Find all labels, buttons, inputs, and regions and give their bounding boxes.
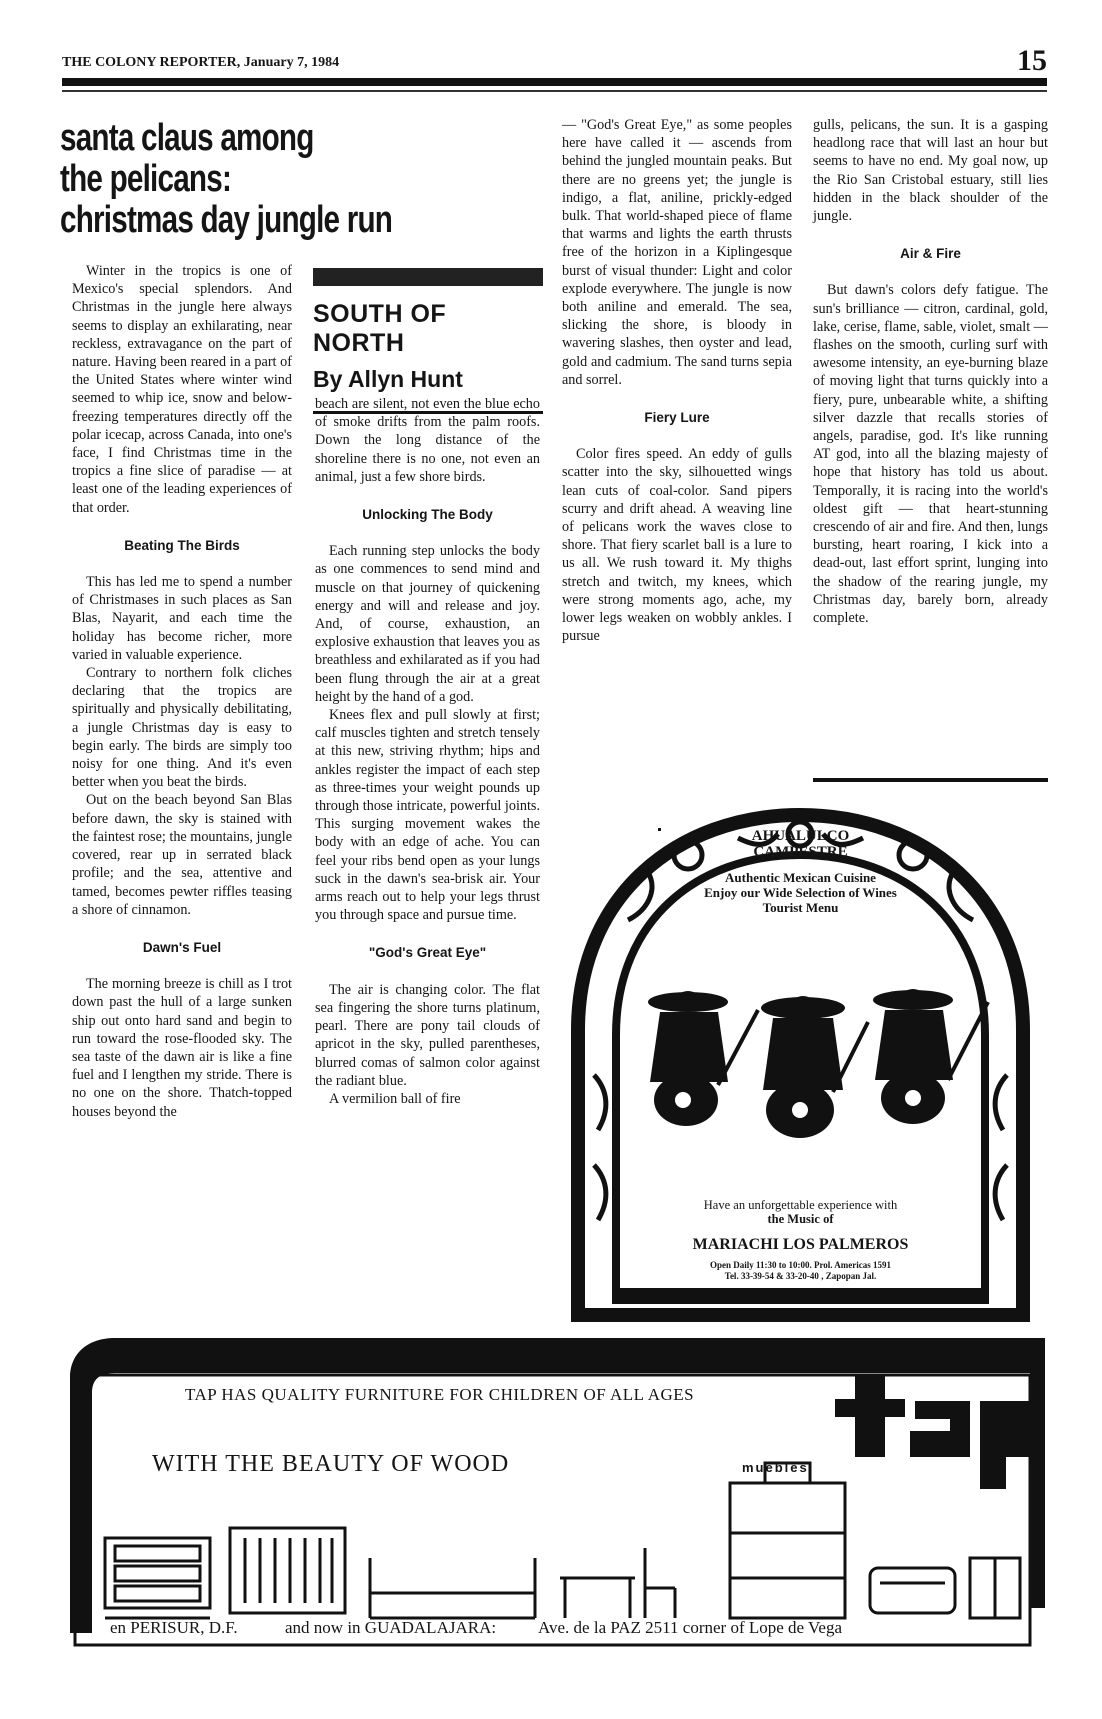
article-end-rule (813, 778, 1048, 782)
masthead-title: THE COLONY REPORTER, January 7, 1984 (62, 55, 340, 70)
byline: By Allyn Hunt (313, 366, 463, 392)
paragraph: Color fires speed. An eddy of gulls scatter into the sky, silhouetted wings lean cuts of coal-color. Sand pipers scurry and drift ahead. A weaving line of pelicans work the waves close to shore. That fiery scarlet ball is a lure to us all. We rush toward it. My thighs stretch and twitch, my knees, which were strong moments ago, ache, my lower legs weaken on wobbly ankles. I pursue (562, 446, 792, 645)
article-headline (60, 118, 455, 241)
article-column-2 (315, 395, 540, 1108)
restaurant-ad (568, 800, 1033, 1325)
tap-logo (762, 1415, 763, 1416)
restaurant-name-2: CAMPESTRE (753, 844, 848, 860)
location-address: Ave. de la PAZ 2511 corner of Lope de Vega (538, 1618, 843, 1637)
ad-line-menu: Tourist Menu (762, 900, 839, 915)
tap-logo-subtitle: muebles (742, 1460, 809, 1475)
masthead-rule-thin (62, 90, 1047, 92)
paragraph: But dawn's colors defy fatigue. The sun's brilliance — citron, cardinal, gold, lake, cerise, flame, sable, violet, smalt — flashes on the smooth, curling surf with awesome intensity, an eye-burning blaze of moving light that turns quickly into a fiery, pure, unbearable white, a shifting silver dazzle that recalls stories of angels, paradise, god. It's like running AT god, into all the blazing majesty of hope that history has told us about. Temporally, it is racing into the world's oldest gift — that heart-stunning crescendo of air and fire. And then, lungs bursting, heart roaring, I kick into a dead-out, last effort sprint, lunging into the shadow of the rearing jungle, my Christmas day, barely born, already complete. (813, 282, 1048, 627)
subheading: "God's Great Eye" (368, 945, 487, 961)
article-column-4 (813, 116, 1048, 627)
furniture-ad-frame (70, 1333, 1050, 1658)
article-column-3 (562, 116, 792, 645)
ad-hours: Open Daily 11:30 to 10:00. (709, 1260, 812, 1270)
subheading: Fiery Lure (644, 410, 710, 426)
headline-line-2: the pelicans: (60, 158, 232, 200)
paragraph: The air is changing color. The flat sea fingering the shore turns platinum, pearl. There are pony tail clouds of apricot in the sky, pulled parentheses, blurred comas of salmon color against the radiant blue. (315, 981, 540, 1089)
subheading: Unlocking The Body (362, 507, 493, 523)
paragraph: Out on the beach beyond San Blas before dawn, the sky is stained with the faintest rose; the mountains, jungle covered, rear up in serrated black profile; and the sea, attentive and tamed, becomes pewter riffles teasing a shore of cinnamon. (72, 792, 292, 918)
furniture-tagline-2: WITH THE BEAUTY OF WOOD (152, 1451, 510, 1477)
paragraph: Each running step unlocks the body as one commences to send mind and muscle on that journey of quickening energy and will and release and joy. And, of course, exhaustion, an explosive exhaustion that leaves you as breathless and exhilarated as if you had been flung through the air at a great height by the hand of a god. (315, 543, 540, 705)
byline-bar (313, 268, 543, 286)
subheading: Dawn's Fuel (142, 939, 222, 955)
ad-line-wines: Enjoy our Wide Selection of Wines (704, 885, 897, 900)
location-perisur: en PERISUR, D.F. (110, 1618, 238, 1637)
ad-city: , Zapopan Jal. (821, 1271, 877, 1281)
paragraph: Winter in the tropics is one of Mexico's special splendors. And Christmas in the jungle here always seems to display an exhilarating, near reckless, extravagance on the part of nature. Having been reared in a part of the United States where winter wind seemed to whip ice, snow and below-freezing temperatures directly off the polar icecap, across Canada, into one's face, I find Christmas time in the tropics a fine slice of paradise — at least one of the leading experiences of that order. (72, 263, 292, 516)
headline-line-1: santa claus among (60, 117, 314, 159)
paragraph: Contrary to northern folk cliches declaring that the tropics are spiritually and physically debilitating, a jungle Christmas day is easy to begin early. The birds are simply too noisy for one thing. And it's even better when you beat the birds. (72, 665, 292, 791)
ad-address: Prol. Americas 1591 (813, 1260, 892, 1270)
article-column-1 (72, 262, 292, 1121)
paragraph: beach are silent, not even the blue echo of smoke drifts from the palm roofs. Down the long distance of the shoreline there is no one, not even an animal, just a few shore birds. (315, 396, 540, 485)
ad-phones: Tel. 33-39-54 & 33-20-40 (724, 1271, 819, 1281)
paragraph: gulls, pelicans, the sun. It is a gasping headlong race that will last an hour but seems to have no end. My goal now, up the Rio San Cristobal estuary, still lies hidden in the black shoulder of the jungle. (813, 117, 1048, 225)
restaurant-name-1: AHUALULCO (751, 828, 850, 844)
column-title: SOUTH OF NORTH (313, 300, 447, 357)
paragraph: — "God's Great Eye," as some peoples here have called it — ascends from behind the jungled mountain peaks. But there are no greens yet; the jungle is indigo, a flat, aniline, prickly-edged bulk. That world-shaped piece of flame that warms and lights the earth thrusts free of the horizon in a Kiplingesque burst of visual thunder: Light and color explode everywhere. The jungle is now both aniline and emerald. The sea, slicking the shore, is bloody in wavering slashes, then oyster and lead, gold and cadmium. The sand turns sepia and sorrel. (562, 117, 792, 388)
location-guadalajara: and now in GUADALAJARA: (285, 1618, 497, 1637)
paragraph: A vermilion ball of fire (329, 1090, 461, 1107)
paragraph: This has led me to spend a number of Christmases in such places as San Blas, Nayarit, and each time the holiday has become richer, more varied in valuable experience. (72, 574, 292, 663)
headline-line-3: christmas day jungle run (60, 199, 393, 241)
paragraph: Knees flex and pull slowly at first; calf muscles tighten and stretch tensely at this new, striving rhythm; hips and ankles register the impact of each step as three-times your weight pounds up through those intricate, powerful joints. This surging movement wakes the body with an edge of ache. You can feel your ribs bend open as your lungs suck in the dawn's sea-brisk air. Your arms reach out to help your legs thrust you through space and pursue time. (315, 707, 540, 924)
page-number: 15 (1017, 44, 1047, 77)
furniture-ad (70, 1333, 1050, 1658)
furniture-tagline-1: TAP HAS QUALITY FURNITURE FOR CHILDREN OF ALL AGES (185, 1385, 695, 1404)
paragraph: The morning breeze is chill as I trot down past the hull of a large sunken ship out onto hard sand and begin to run toward the rose-flooded sky. The sea taste of the dawn air is like a fine fuel and I lengthen my stride. There is no one on the shore. Thatch-topped houses beyond the (72, 976, 292, 1120)
ad-line-music: the Music of (767, 1212, 834, 1226)
subheading: Beating The Birds (124, 537, 240, 553)
subheading: Air & Fire (900, 246, 961, 262)
byline-box (313, 268, 543, 414)
ad-line-cuisine: Authentic Mexican Cuisine (725, 870, 876, 885)
masthead-rule (62, 78, 1047, 86)
band-name: MARIACHI LOS PALMEROS (692, 1236, 909, 1253)
ad-line-experience: Have an unforgettable experience with (703, 1198, 898, 1212)
